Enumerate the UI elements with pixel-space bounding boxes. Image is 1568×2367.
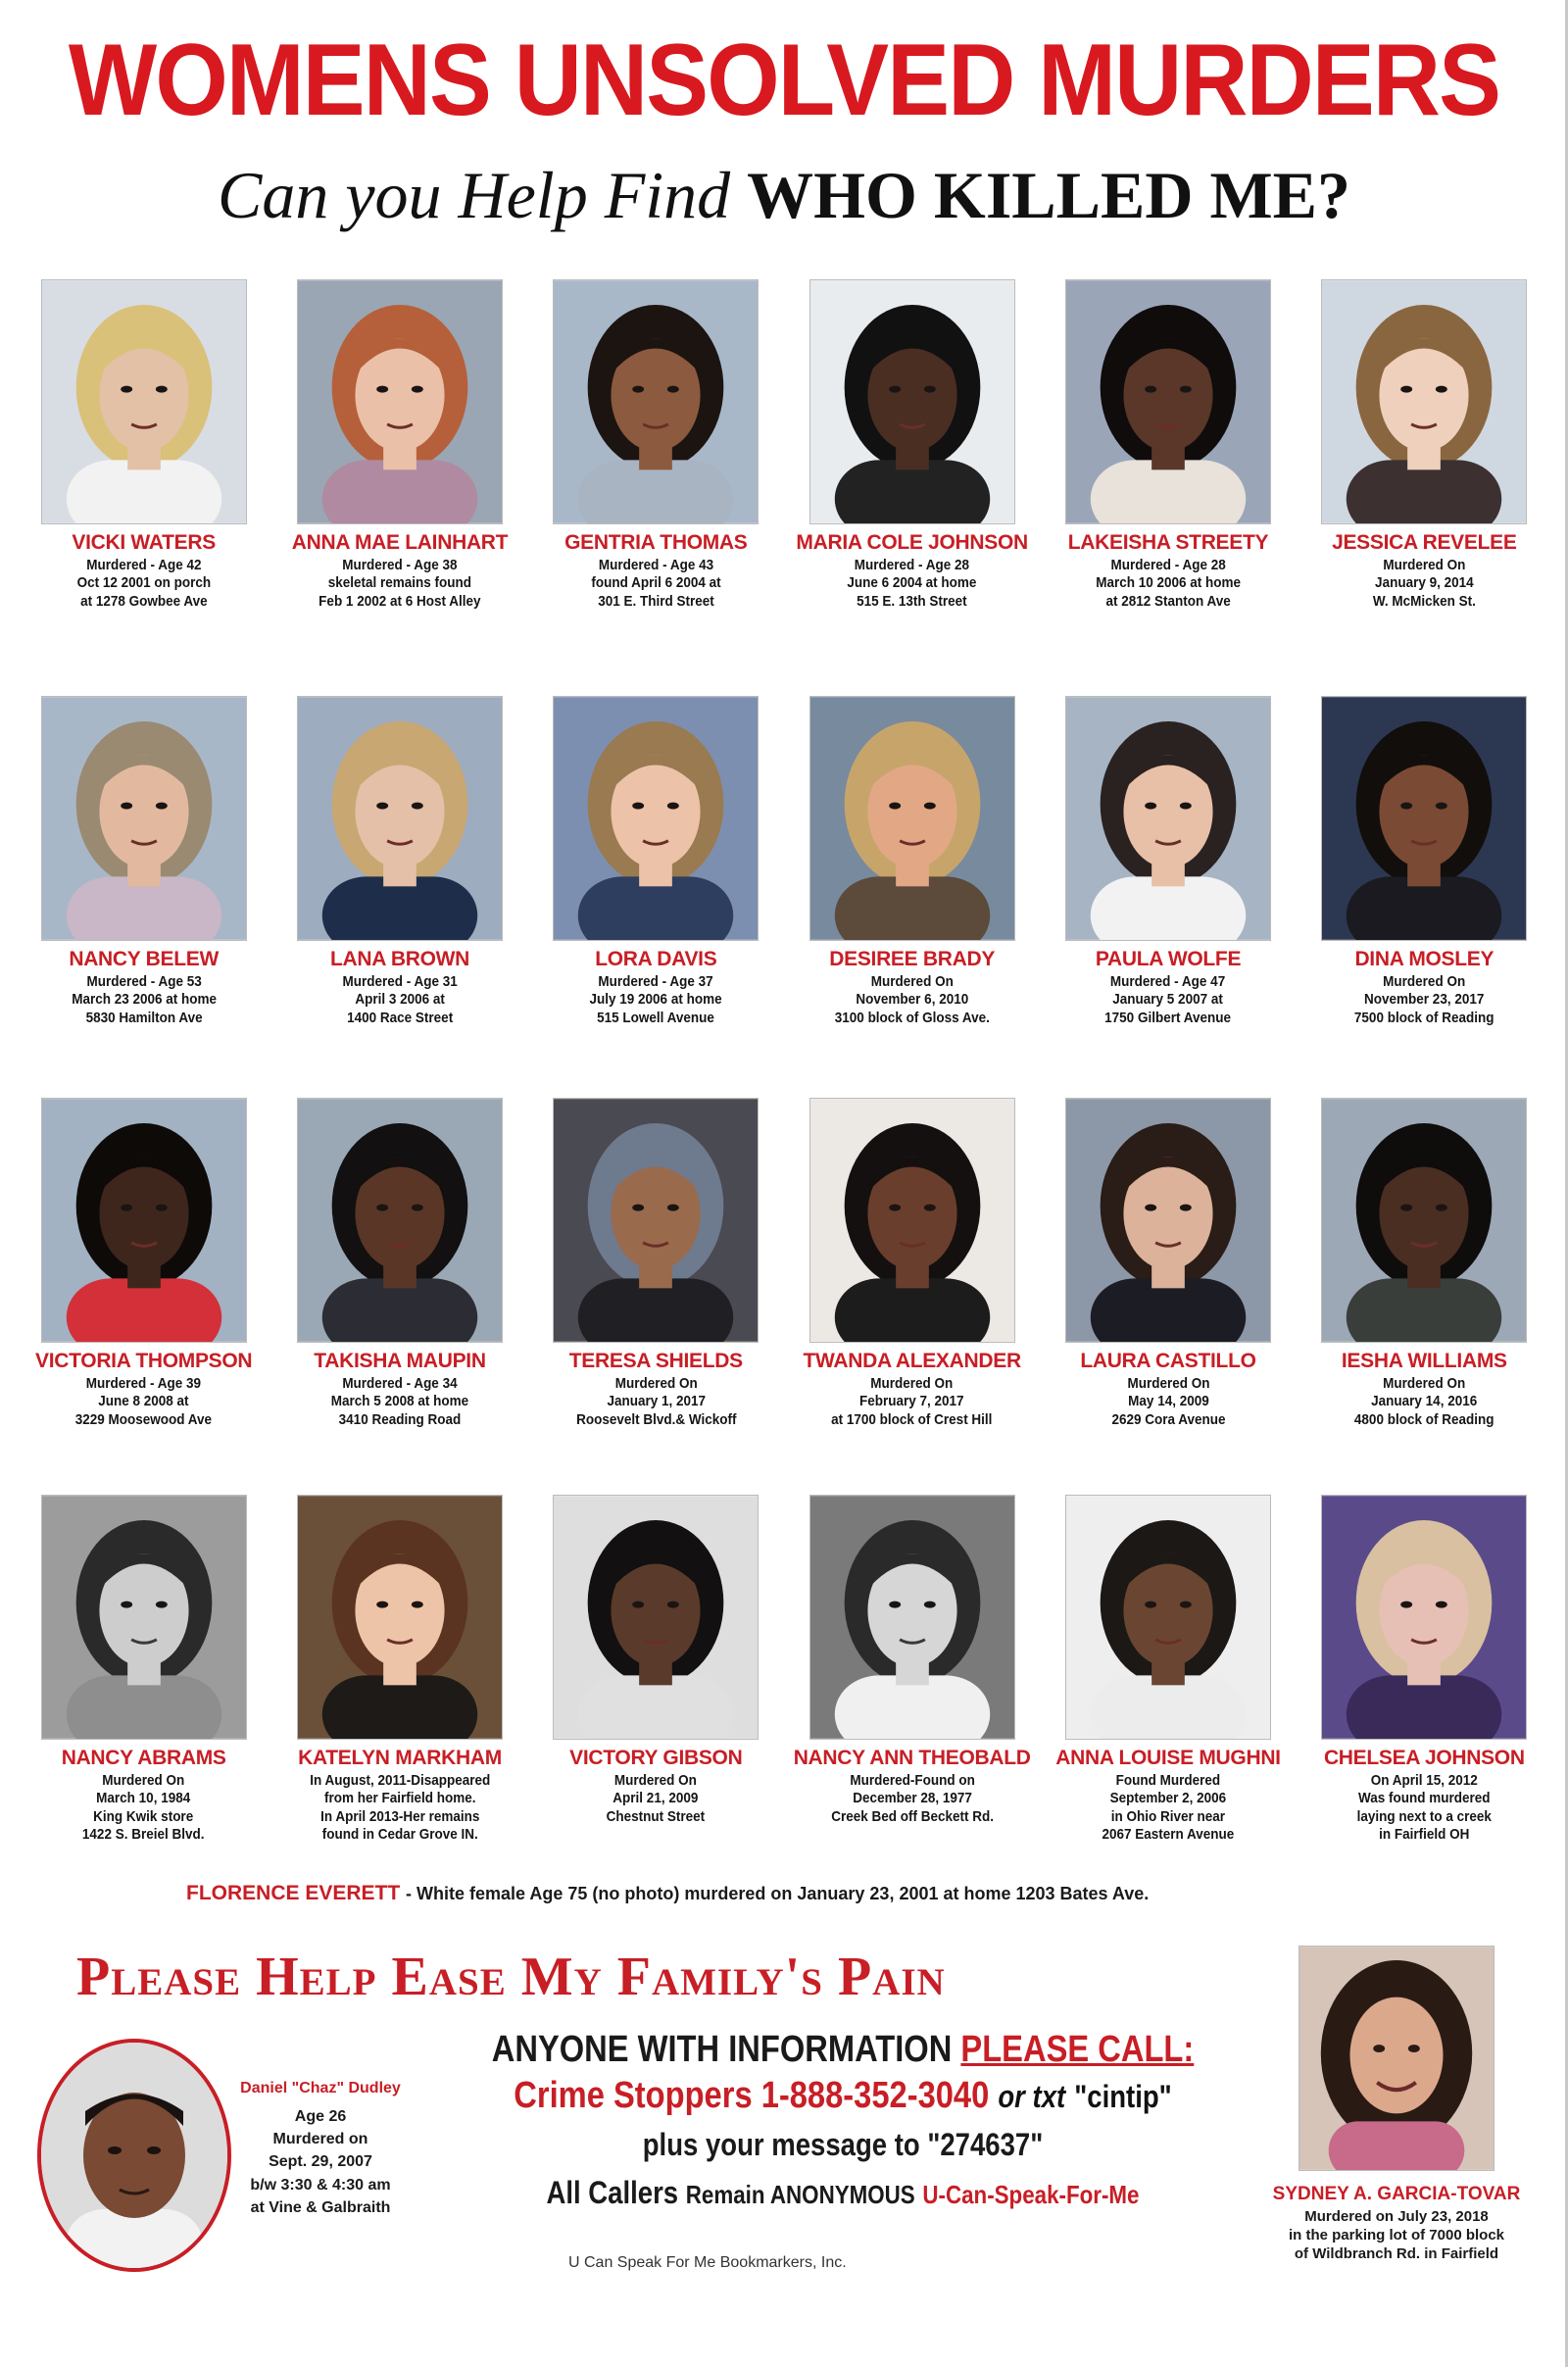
victim-name: PAULA WOLFE (1095, 948, 1242, 970)
victim-card (532, 696, 780, 1098)
victim-card (20, 279, 268, 696)
victim-name: TERESA SHIELDS (568, 1350, 743, 1372)
victim-card (788, 696, 1036, 1098)
victim-details: Murdered On April 21, 2009 Chestnut Street (607, 1772, 706, 1825)
victim-photo (1321, 1098, 1527, 1343)
victim-name: TWANDA ALEXANDER (803, 1350, 1021, 1372)
portrait-illustration (810, 1496, 1014, 1739)
victim-card (788, 1495, 1036, 1892)
victim-name: DINA MOSLEY (1354, 948, 1494, 970)
victim-details: Murdered On May 14, 2009 2629 Cora Avenue (1110, 1375, 1226, 1428)
portrait-illustration (554, 280, 758, 523)
victim-card (1300, 696, 1548, 1098)
victim-details: Murdered - Age 53 March 23 2006 at home 5830 Hamilton Ave (71, 973, 217, 1026)
portrait-illustration (810, 1099, 1014, 1342)
dudley-name: Daniel "Chaz" Dudley (240, 2080, 401, 2096)
dudley-portrait (41, 2043, 227, 2268)
victim-photo (41, 696, 247, 941)
victim-card (1300, 1098, 1548, 1495)
victim-details: Murdered - Age 28 June 6 2004 at home 515 E. 13th Street (847, 557, 977, 610)
portrait-illustration (1322, 280, 1526, 523)
victim-name: NANCY ANN THEOBALD (793, 1747, 1031, 1769)
info-please-call: PLEASE CALL: (960, 2029, 1195, 2070)
victim-card (788, 279, 1036, 696)
victim-card (1300, 279, 1548, 696)
info-line-2 (489, 2075, 1197, 2117)
victim-name: ANNA LOUISE MUGHNI (1055, 1747, 1281, 1769)
dudley-details: Age 26 Murdered on Sept. 29, 2007 b/w 3:30 & 4:30 am at Vine & Galbraith (250, 2108, 391, 2216)
victim-photo (41, 279, 247, 524)
victim-details: On April 15, 2012 Was found murdered laying next to a creek in Fairfield OH (1356, 1772, 1492, 1843)
portrait-illustration (298, 697, 502, 940)
florence-note (186, 1882, 1149, 1905)
victim-details: Murdered On January 1, 2017 Roosevelt Blvd.& Wickoff (575, 1375, 737, 1428)
dudley-photo (37, 2039, 231, 2272)
victim-name: NANCY ABRAMS (61, 1747, 226, 1769)
victim-name: VICTORIA THOMPSON (35, 1350, 253, 1372)
victim-photo (809, 279, 1015, 524)
victim-photo (1321, 696, 1527, 941)
victim-name: VICKI WATERS (72, 531, 216, 554)
victim-name: CHELSEA JOHNSON (1323, 1747, 1525, 1769)
victim-details: Found Murdered September 2, 2006 in Ohio River near 2067 Eastern Avenue (1102, 1772, 1235, 1843)
victim-details: Murdered-Found on December 28, 1977 Creek Bed off Beckett Rd. (830, 1772, 994, 1825)
victim-details: Murdered On January 14, 2016 4800 block of Reading (1354, 1375, 1494, 1428)
victim-name: LORA DAVIS (595, 948, 717, 970)
victim-name: VICTORY GIBSON (569, 1747, 743, 1769)
portrait-illustration (554, 1496, 758, 1739)
sydney-details: Murdered on July 23, 2018 in the parking lot of 7000 block of Wildbranch Rd. in Fairfield (1288, 2208, 1505, 2262)
info-line-1 (489, 2029, 1197, 2071)
victim-photo (1321, 1495, 1527, 1740)
victim-card (20, 1098, 268, 1495)
victim-card (532, 1098, 780, 1495)
victim-photo (1065, 696, 1271, 941)
victim-name: IESHA WILLIAMS (1341, 1350, 1507, 1372)
victim-name: DESIREE BRADY (829, 948, 996, 970)
info-slogan: U-Can-Speak-For-Me (922, 2180, 1140, 2209)
victim-details: Murdered - Age 28 March 10 2006 at home at 2812 Stanton Ave (1096, 557, 1241, 610)
victim-card (1044, 279, 1292, 696)
victim-card (532, 279, 780, 696)
victim-name: MARIA COLE JOHNSON (796, 531, 1028, 554)
victim-photo (297, 1495, 503, 1740)
victim-name: ANNA MAE LAINHART (291, 531, 509, 554)
info-anyone: ANYONE WITH INFORMATION (491, 2029, 953, 2070)
victim-photo (809, 1495, 1015, 1740)
victim-photo (553, 1098, 759, 1343)
victim-name: JESSICA REVELEE (1332, 531, 1517, 554)
victim-name: TAKISHA MAUPIN (314, 1350, 486, 1372)
victim-card (1300, 1495, 1548, 1892)
victim-photo (553, 279, 759, 524)
poster-subtitle (0, 158, 1568, 232)
plea-heading: Please Help Ease My Family's Pain (76, 1947, 946, 2007)
victim-details: Murdered - Age 31 April 3 2006 at 1400 Race Street (342, 973, 458, 1026)
victim-card (275, 279, 523, 696)
portrait-illustration (42, 1099, 246, 1342)
victim-card (788, 1098, 1036, 1495)
victim-photo (1321, 279, 1527, 524)
subtitle-emphasis: WHO KILLED ME? (747, 158, 1350, 232)
portrait-illustration (1066, 1496, 1270, 1739)
portrait-illustration (42, 280, 246, 523)
victim-details: Murdered On March 10, 1984 King Kwik store 1422 S. Breiel Blvd. (82, 1772, 205, 1843)
victim-name: KATELYN MARKHAM (298, 1747, 502, 1769)
footer-credit: U Can Speak For Me Bookmarkers, Inc. (568, 2254, 847, 2271)
portrait-illustration (1066, 697, 1270, 940)
portrait-illustration (298, 1099, 502, 1342)
portrait-illustration (554, 697, 758, 940)
victim-photo (41, 1495, 247, 1740)
info-all-callers: All Callers (546, 2175, 679, 2210)
victim-photo (297, 696, 503, 941)
victim-grid (20, 279, 1548, 1892)
victim-photo (1065, 1098, 1271, 1343)
victim-photo (809, 696, 1015, 941)
florence-text: - White female Age 75 (no photo) murdered on January 23, 2001 at home 1203 Bates Ave. (406, 1884, 1150, 1903)
victim-details: In August, 2011-Disappeared from her Fairfield home. In April 2013-Her remains found in Cedar Grove IN. (309, 1772, 491, 1843)
victim-name: GENTRIA THOMAS (564, 531, 748, 554)
victim-card (532, 1495, 780, 1892)
victim-card (20, 696, 268, 1098)
sydney-photo (1298, 1946, 1494, 2171)
contact-info (431, 2029, 1254, 2211)
victim-name: LANA BROWN (329, 948, 470, 970)
sydney-portrait (1299, 1947, 1494, 2170)
victim-name: LAURA CASTILLO (1080, 1350, 1256, 1372)
info-or-txt: or txt (998, 2079, 1066, 2114)
victim-details: Murdered On February 7, 2017 at 1700 block of Crest Hill (831, 1375, 993, 1428)
victim-details: Murdered On November 23, 2017 7500 block of Reading (1354, 973, 1494, 1026)
poster-title: WOMENS UNSOLVED MURDERS (68, 24, 1500, 137)
portrait-illustration (554, 1099, 758, 1342)
victim-card (1044, 1098, 1292, 1495)
portrait-illustration (42, 697, 246, 940)
sydney-name: SYDNEY A. GARCIA-TOVAR (1272, 2184, 1521, 2204)
victim-name: NANCY BELEW (69, 948, 219, 970)
victim-details: Murdered - Age 34 March 5 2008 at home 3410 Reading Road (330, 1375, 469, 1428)
crime-stoppers-number: Crime Stoppers 1-888-352-3040 (514, 2075, 990, 2116)
info-line-3: plus your message to "274637" (642, 2127, 1044, 2162)
portrait-illustration (1066, 1099, 1270, 1342)
victim-photo (41, 1098, 247, 1343)
victim-name: LAKEISHA STREETY (1067, 531, 1269, 554)
victim-card (275, 1495, 523, 1892)
victim-photo (553, 696, 759, 941)
portrait-illustration (298, 280, 502, 523)
portrait-illustration (42, 1496, 246, 1739)
victim-details: Murdered - Age 42 Oct 12 2001 on porch at 1278 Gowbee Ave (76, 557, 211, 610)
portrait-illustration (810, 697, 1014, 940)
info-anonymous: Remain ANONYMOUS (685, 2180, 915, 2209)
victim-photo (1065, 279, 1271, 524)
victim-photo (297, 1098, 503, 1343)
florence-name: FLORENCE EVERETT (186, 1882, 401, 1904)
info-line-4 (489, 2175, 1197, 2211)
victim-details: Murdered On January 9, 2014 W. McMicken St. (1372, 557, 1476, 610)
victim-details: Murdered - Age 47 January 5 2007 at 1750 Gilbert Avenue (1104, 973, 1232, 1026)
victim-details: Murdered - Age 38 skeletal remains found Feb 1 2002 at 6 Host Alley (318, 557, 481, 610)
victim-card (1044, 696, 1292, 1098)
victim-card (275, 1098, 523, 1495)
victim-card (1044, 1495, 1292, 1892)
victim-details: Murdered - Age 39 June 8 2008 at 3229 Moosewood Ave (75, 1375, 213, 1428)
victim-photo (1065, 1495, 1271, 1740)
victim-card (20, 1495, 268, 1892)
subtitle-question: Can you Help Find (217, 158, 731, 232)
victim-photo (809, 1098, 1015, 1343)
victim-photo (297, 279, 503, 524)
portrait-illustration (298, 1496, 502, 1739)
info-text-code: "cintip" (1074, 2079, 1172, 2114)
victim-details: Murdered - Age 43 found April 6 2004 at 301 E. Third Street (591, 557, 721, 610)
portrait-illustration (1322, 1496, 1526, 1739)
victim-details: Murdered On November 6, 2010 3100 block of Gloss Ave. (834, 973, 990, 1026)
victim-card (275, 696, 523, 1098)
victim-details: Murdered - Age 37 July 19 2006 at home 515 Lowell Avenue (589, 973, 722, 1026)
portrait-illustration (1066, 280, 1270, 523)
portrait-illustration (1322, 697, 1526, 940)
portrait-illustration (1322, 1099, 1526, 1342)
victim-photo (553, 1495, 759, 1740)
portrait-illustration (810, 280, 1014, 523)
